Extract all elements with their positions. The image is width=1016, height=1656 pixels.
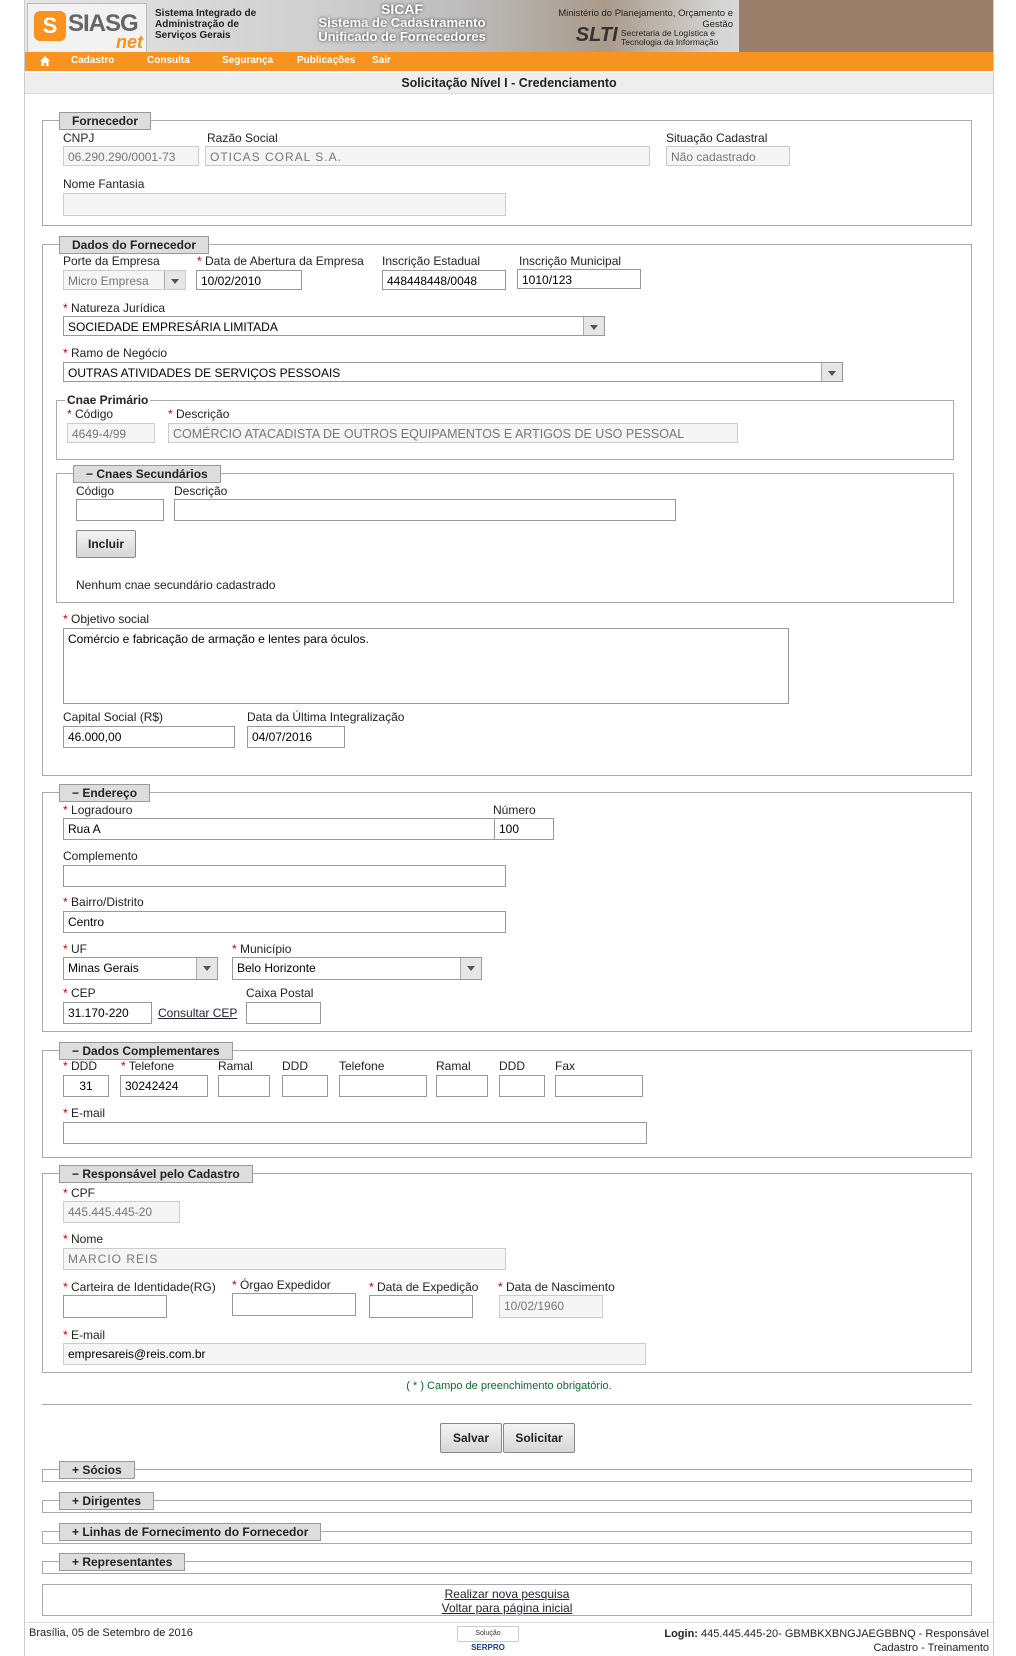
bairro-label: * Bairro/Distrito: [63, 895, 144, 909]
complementares-legend-text: Dados Complementares: [82, 1044, 220, 1058]
chevron-down-icon: [460, 958, 481, 979]
responsavel-legend[interactable]: [59, 1165, 253, 1183]
linhas-fornecimento-legend[interactable]: [59, 1523, 321, 1541]
cep-label: * CEP: [63, 986, 96, 1000]
cnaes-secundarios-section: [56, 467, 954, 603]
fantasia-label: Nome Fantasia: [63, 177, 145, 191]
nav-seguranca[interactable]: Segurança: [222, 55, 274, 66]
fornecedor-legend: Fornecedor: [59, 112, 151, 130]
orgao-field[interactable]: [232, 1293, 356, 1316]
logradouro-field[interactable]: Rua A: [63, 818, 506, 840]
ramo-value: OUTRAS ATIVIDADES DE SERVIÇOS PESSOAIS: [68, 366, 341, 380]
page: [24, 0, 994, 1656]
slti-logo: [533, 24, 733, 47]
responsavel-section: [42, 1167, 972, 1373]
resp-email-field[interactable]: empresareis@reis.com.br: [63, 1343, 646, 1365]
obrigatorio-note: ( * ) Campo de preenchimento obrigatório.: [406, 1380, 612, 1392]
municipio-label: * Município: [232, 942, 292, 956]
expedicao-field[interactable]: [369, 1295, 473, 1318]
voltar-link[interactable]: Voltar para página inicial: [441, 1601, 573, 1615]
fax-field[interactable]: [555, 1075, 643, 1097]
numero-field[interactable]: 100: [494, 818, 554, 840]
ramo-label-text: Ramo de Negócio: [71, 346, 168, 360]
ddd1-label-text: DDD: [71, 1059, 98, 1073]
dirigentes-legend[interactable]: [59, 1492, 154, 1510]
nome-label: * Nome: [63, 1232, 104, 1246]
linhas-fornecimento-legend-text: Linhas de Fornecimento do Fornecedor: [82, 1525, 309, 1539]
collapse-icon: −: [86, 467, 97, 481]
ie-field[interactable]: 448448448/0048: [382, 270, 506, 290]
complemento-label: Complemento: [63, 849, 138, 863]
bairro-field[interactable]: Centro: [63, 911, 506, 933]
resp-email-label: * E-mail: [63, 1328, 106, 1342]
expand-icon: +: [72, 1525, 83, 1539]
situacao-label: Situação Cadastral: [666, 131, 768, 145]
chevron-down-icon: [583, 317, 604, 335]
telefone-field[interactable]: 30242424: [120, 1075, 208, 1097]
integralizacao-label: Data da Última Integralização: [247, 710, 405, 724]
serpro-solution-label: Solução: [475, 1630, 501, 1637]
page-title: Solicitação Nível I - Credenciamento: [25, 73, 993, 94]
siasg-description: [155, 8, 256, 41]
capital-field[interactable]: 46.000,00: [63, 726, 235, 748]
complemento-field[interactable]: [63, 865, 506, 887]
ramal2-label: Ramal: [436, 1059, 471, 1073]
siasg-logo: [27, 3, 147, 53]
orgao-label-text: Órgao Expedidor: [240, 1278, 331, 1292]
slti-description: Secretaria de Logística e Tecnologia da Informação: [621, 27, 719, 47]
footer-date: Brasília, 05 de Setembro de 2016: [29, 1627, 193, 1639]
sec-codigo-field[interactable]: [76, 499, 164, 521]
representantes-legend[interactable]: [59, 1553, 185, 1571]
nova-pesquisa-link[interactable]: Realizar nova pesquisa: [444, 1587, 570, 1601]
cnaes-secundarios-legend[interactable]: [73, 465, 221, 483]
main-nav: [25, 52, 993, 71]
sicaf-subtitle-2: Unificado de Fornecedores: [318, 29, 486, 44]
socios-legend[interactable]: [59, 1461, 135, 1479]
im-field[interactable]: 1010/123: [517, 269, 641, 289]
telefone2-label: Telefone: [339, 1059, 385, 1073]
abertura-field[interactable]: 10/02/2010: [196, 270, 302, 290]
ramal1-field[interactable]: [218, 1075, 270, 1097]
banner-decoration: [739, 0, 993, 54]
nascimento-label: * Data de Nascimento: [498, 1280, 615, 1294]
natureza-value: SOCIEDADE EMPRESÁRIA LIMITADA: [68, 320, 278, 334]
endereco-legend[interactable]: [59, 784, 150, 802]
razao-field[interactable]: OTICAS CORAL S.A.: [205, 146, 650, 166]
fax-label: Fax: [555, 1059, 576, 1073]
login-line-2: Cadastro - Treinamento: [873, 1642, 989, 1654]
complementares-legend[interactable]: [59, 1042, 233, 1060]
chevron-down-icon: [196, 958, 217, 979]
dirigentes-legend-text: Dirigentes: [82, 1494, 142, 1508]
cnpj-field[interactable]: 06.290.290/0001-73: [63, 146, 199, 166]
situacao-field[interactable]: Não cadastrado: [666, 146, 790, 166]
porte-label: Porte da Empresa: [63, 254, 160, 268]
codigo-label-text: Código: [75, 407, 114, 421]
nenhum-cnae-text: Nenhum cnae secundário cadastrado: [76, 578, 276, 592]
expand-icon: +: [72, 1555, 83, 1569]
cnae-codigo-field[interactable]: 4649-4/99: [67, 423, 155, 443]
nav-publicacoes[interactable]: Publicações: [297, 55, 356, 66]
socios-legend-text: Sócios: [82, 1463, 122, 1477]
email-label-text: E-mail: [71, 1106, 106, 1120]
siasg-desc-line: Sistema Integrado de: [155, 8, 257, 19]
razao-label: Razão Social: [207, 131, 278, 145]
im-label: Inscrição Municipal: [519, 254, 622, 268]
dados-legend: Dados do Fornecedor: [59, 236, 209, 254]
cnaes-secundarios-legend-text: Cnaes Secundários: [96, 467, 208, 481]
dirigentes-section: [42, 1494, 972, 1513]
expedicao-label-text: Data de Expedição: [377, 1280, 479, 1294]
municipio-select[interactable]: [232, 957, 482, 980]
serpro-logo-text: SERPRO: [471, 1643, 505, 1652]
chevron-down-icon: [821, 363, 842, 381]
sec-descricao-label: Descrição: [174, 484, 228, 498]
cpf-field[interactable]: 445.445.445-20: [63, 1201, 180, 1223]
cnpj-label: CNPJ: [63, 131, 95, 145]
ddd2-field[interactable]: [282, 1075, 328, 1097]
nome-label-text: Nome: [71, 1232, 104, 1246]
rg-label-text: Carteira de Identidade(RG): [71, 1280, 216, 1294]
header-banner: [25, 0, 993, 54]
nome-field[interactable]: MARCIO REIS: [63, 1248, 506, 1270]
representantes-legend-text: Representantes: [82, 1555, 173, 1569]
cep-label-text: CEP: [71, 986, 96, 1000]
endereco-section: [42, 786, 972, 1032]
links-box: [42, 1584, 972, 1616]
porte-value: Micro Empresa: [68, 274, 149, 288]
nav-sair[interactable]: Sair: [372, 55, 391, 66]
ddd1-field[interactable]: 31: [63, 1075, 109, 1097]
linhas-fornecimento-section: [42, 1525, 972, 1544]
footer-divider: [25, 1622, 993, 1623]
siasg-desc-line: Serviços Gerais: [155, 30, 231, 41]
dados-complementares-section: [42, 1044, 972, 1158]
login-line-1: [664, 1627, 989, 1641]
caixa-postal-label: Caixa Postal: [246, 986, 314, 1000]
solicitar-button[interactable]: Solicitar: [503, 1423, 575, 1453]
expand-icon: +: [72, 1463, 83, 1477]
telefone2-field[interactable]: [339, 1075, 427, 1097]
objetivo-textarea[interactable]: Comércio e fabricação de armação e lentes para óculos.: [63, 628, 789, 704]
municipio-value: Belo Horizonte: [237, 961, 316, 975]
codigo-label: * Código: [67, 407, 114, 421]
collapse-icon: −: [72, 1044, 83, 1058]
siasg-logo-icon: S: [34, 11, 66, 41]
incluir-button[interactable]: Incluir: [76, 530, 136, 558]
cpf-label: * CPF: [63, 1186, 96, 1200]
resp-email-label-text: E-mail: [71, 1328, 106, 1342]
home-icon[interactable]: [39, 55, 51, 67]
natureza-label-text: Natureza Jurídica: [71, 301, 166, 315]
nascimento-field[interactable]: 10/02/1960: [499, 1295, 603, 1318]
orgao-label: * Órgao Expedidor: [232, 1278, 331, 1292]
fantasia-field[interactable]: [63, 193, 506, 216]
representantes-section: [42, 1555, 972, 1574]
sicaf-name: SICAF: [381, 1, 423, 17]
consultar-cep-link[interactable]: Consultar CEP: [158, 1006, 238, 1020]
login-info: [664, 1627, 989, 1655]
logo-text: SIASG: [68, 10, 138, 37]
responsavel-legend-text: Responsável pelo Cadastro: [82, 1167, 240, 1181]
ddd2-label: DDD: [282, 1059, 308, 1073]
rg-label: * Carteira de Identidade(RG): [63, 1280, 216, 1294]
ramo-label: * Ramo de Negócio: [63, 346, 168, 360]
expand-icon: +: [72, 1494, 83, 1508]
ddd1-label: * DDD: [63, 1059, 98, 1073]
telefone-label: * Telefone: [121, 1059, 175, 1073]
cnae-primario-legend: Cnae Primário: [67, 393, 149, 407]
socios-section: [42, 1463, 972, 1482]
chevron-down-icon: [164, 271, 185, 289]
serpro-logo: [457, 1626, 519, 1652]
dados-fornecedor-section: [42, 238, 972, 776]
login-value: 445.445.445-20- GBMBKXBNGJAEGBBNQ - Responsável: [701, 1628, 989, 1640]
capital-label: Capital Social (R$): [63, 710, 164, 724]
cpf-label-text: CPF: [71, 1186, 96, 1200]
nav-cadastro[interactable]: Cadastro: [71, 55, 115, 66]
uf-value: Minas Gerais: [68, 961, 139, 975]
natureza-select[interactable]: [63, 316, 605, 336]
sicaf-subtitle-1: Sistema de Cadastramento: [318, 15, 486, 30]
abertura-label: * Data de Abertura da Empresa: [197, 254, 364, 268]
cnae-primario-section: [56, 393, 954, 460]
collapse-icon: −: [72, 1167, 83, 1181]
ddd3-field[interactable]: [499, 1075, 545, 1097]
salvar-button[interactable]: Salvar: [440, 1423, 502, 1453]
numero-label: Número: [493, 803, 536, 817]
divider: [42, 1404, 972, 1405]
logradouro-label-text: Logradouro: [71, 803, 133, 817]
porte-select[interactable]: [63, 270, 186, 290]
cnae-descricao-field[interactable]: COMÉRCIO ATACADISTA DE OUTROS EQUIPAMENTOS E ARTIGOS DE USO PESSOAL: [168, 423, 738, 443]
ramal2-field[interactable]: [436, 1075, 488, 1097]
login-label: Login:: [664, 1628, 698, 1640]
telefone-label-text: Telefone: [128, 1059, 175, 1073]
uf-label-text: UF: [71, 942, 88, 956]
caixa-postal-field[interactable]: [246, 1002, 321, 1024]
ramo-select[interactable]: [63, 362, 843, 382]
abertura-label-text: Data de Abertura da Empresa: [205, 254, 364, 268]
uf-select[interactable]: [63, 957, 218, 980]
descricao-label: * Descrição: [168, 407, 230, 421]
nascimento-label-text: Data de Nascimento: [506, 1280, 615, 1294]
sicaf-title: [297, 2, 507, 44]
expedicao-label: * Data de Expedição: [369, 1280, 479, 1294]
ramal1-label: Ramal: [218, 1059, 253, 1073]
natureza-label: * Natureza Jurídica: [63, 301, 166, 315]
sec-descricao-field[interactable]: [174, 499, 676, 521]
logradouro-label: * Logradouro: [63, 803, 133, 817]
email-label: * E-mail: [63, 1106, 106, 1120]
objetivo-label: * Objetivo social: [63, 612, 150, 626]
descricao-label-text: Descrição: [176, 407, 230, 421]
cep-field[interactable]: 31.170-220: [63, 1002, 152, 1024]
endereco-legend-text: Endereço: [82, 786, 138, 800]
nav-consulta[interactable]: Consulta: [147, 55, 190, 66]
ddd3-label: DDD: [499, 1059, 525, 1073]
fornecedor-section: [42, 114, 972, 226]
ie-label: Inscrição Estadual: [382, 254, 481, 268]
integralizacao-field[interactable]: 04/07/2016: [247, 726, 345, 748]
slti-logo-text: SLTI: [575, 24, 618, 46]
rg-field[interactable]: [63, 1295, 167, 1318]
bairro-label-text: Bairro/Distrito: [71, 895, 144, 909]
sec-codigo-label: Código: [76, 484, 115, 498]
collapse-icon: −: [72, 786, 83, 800]
ministry-name: Ministério do Planejamento, Orçamento e Gestão: [558, 8, 733, 30]
email-field[interactable]: [63, 1122, 647, 1144]
municipio-label-text: Município: [240, 942, 292, 956]
siasg-desc-line: Administração de: [155, 19, 239, 30]
objetivo-label-text: Objetivo social: [71, 612, 150, 626]
logo-net: net: [116, 32, 143, 52]
uf-label: * UF: [63, 942, 88, 956]
